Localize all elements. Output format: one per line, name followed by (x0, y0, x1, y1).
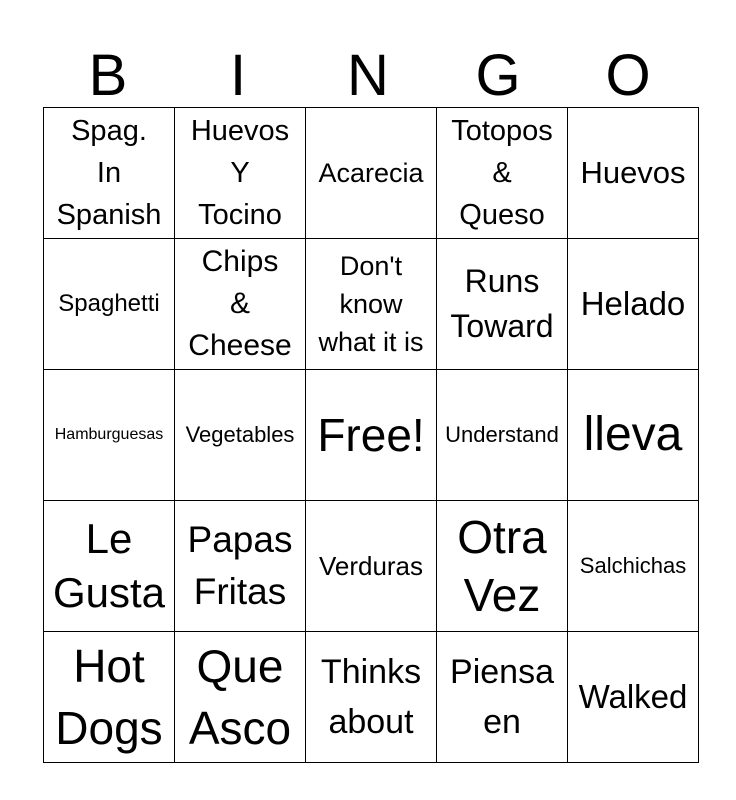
bingo-cell-text: Huevos (580, 155, 686, 190)
header-letter-n: N (347, 43, 389, 108)
bingo-cell[interactable] (306, 370, 437, 501)
bingo-cell-text: Papas Fritas (187, 519, 293, 612)
bingo-cell[interactable] (44, 501, 175, 632)
bingo-cell[interactable] (44, 632, 175, 763)
grid-row (44, 632, 699, 763)
bingo-cell[interactable] (306, 108, 437, 239)
bingo-cell[interactable] (437, 239, 568, 370)
bingo-cell-text: Spag. In Spanish (56, 115, 162, 231)
bingo-cell-text: Helado (580, 285, 686, 322)
bingo-cell-text: Le Gusta (52, 515, 166, 616)
bingo-cell-text: Huevos Y Tocino (190, 115, 290, 231)
bingo-cell-text: Spaghetti (58, 290, 160, 317)
grid-row (44, 501, 699, 632)
bingo-cell[interactable] (306, 632, 437, 763)
bingo-cell[interactable] (437, 370, 568, 501)
bingo-cell-text: Hot Dogs (55, 640, 163, 754)
bingo-cell[interactable] (175, 108, 306, 239)
bingo-cell-text: Understand (445, 422, 559, 447)
bingo-cell[interactable] (44, 370, 175, 501)
bingo-cell-text: Don't know what it is (318, 251, 424, 357)
bingo-cell-text: Que Asco (188, 640, 292, 754)
bingo-cell-text: lleva (583, 408, 683, 461)
bingo-cell[interactable] (437, 632, 568, 763)
grid-row (44, 108, 699, 239)
bingo-cell[interactable] (306, 501, 437, 632)
bingo-header (43, 44, 693, 108)
bingo-cell[interactable] (175, 501, 306, 632)
bingo-grid (43, 107, 699, 763)
bingo-cell-text: Free! (317, 409, 425, 461)
bingo-cell-text: Vegetables (185, 422, 295, 447)
bingo-cell[interactable] (568, 370, 699, 501)
bingo-cell[interactable] (437, 108, 568, 239)
header-letter-g: G (475, 43, 521, 108)
bingo-cell[interactable] (306, 239, 437, 370)
bingo-cell-text: Totopos & Queso (451, 115, 553, 231)
bingo-cell[interactable] (175, 239, 306, 370)
grid-row (44, 239, 699, 370)
bingo-cell[interactable] (568, 108, 699, 239)
header-letter-i: I (229, 43, 247, 108)
bingo-cell-text: Thinks about (320, 653, 422, 741)
bingo-cell[interactable] (175, 632, 306, 763)
grid-row (44, 370, 699, 501)
bingo-cell[interactable] (175, 370, 306, 501)
bingo-cell-text: Hamburguesas (54, 426, 164, 443)
bingo-cell-text: Chips & Cheese (188, 245, 292, 362)
bingo-cell[interactable] (568, 632, 699, 763)
header-letter-o: O (605, 43, 651, 108)
bingo-cell[interactable] (44, 239, 175, 370)
header-letter-b: B (88, 43, 128, 108)
bingo-cell-text: Acarecia (318, 158, 424, 188)
bingo-cell-text: Otra Vez (457, 511, 547, 621)
bingo-cell[interactable] (568, 239, 699, 370)
bingo-cell-text: Walked (578, 678, 688, 715)
bingo-cell-text: Piensa en (450, 653, 554, 741)
bingo-cell-text: Verduras (318, 551, 424, 581)
bingo-cell[interactable] (437, 501, 568, 632)
bingo-cell[interactable] (44, 108, 175, 239)
bingo-cell-text: Runs Toward (450, 263, 554, 344)
bingo-cell[interactable] (568, 501, 699, 632)
bingo-cell-text: Salchichas (579, 553, 687, 578)
